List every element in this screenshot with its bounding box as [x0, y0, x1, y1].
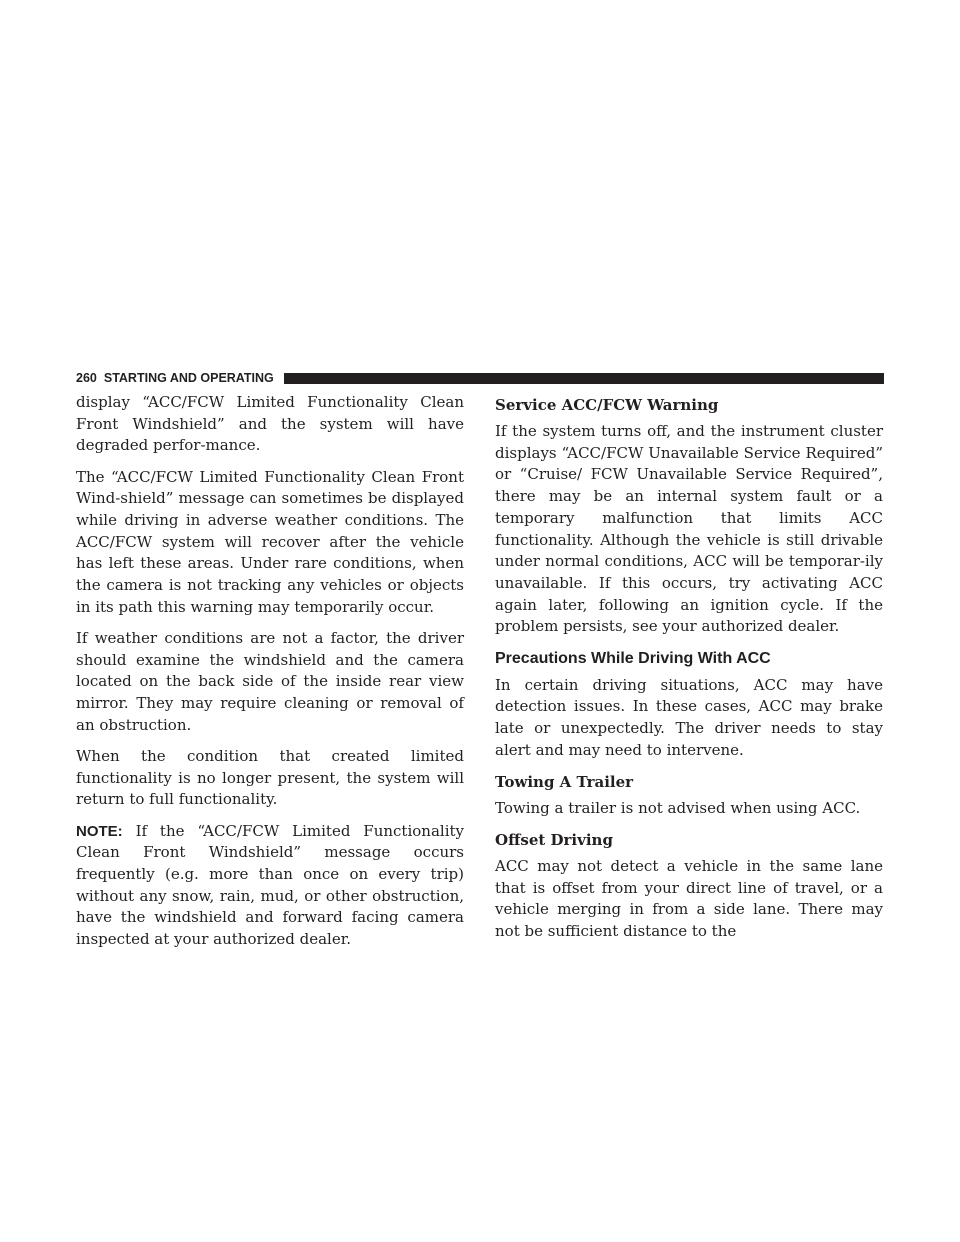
heading-precautions: Precautions While Driving With ACC	[495, 649, 771, 667]
paragraph-full-functionality: When the condition that created limited functionality is no longer present, the system will return to full functionality.	[76, 747, 464, 809]
note-label: NOTE:	[76, 822, 123, 840]
paragraph-precautions: In certain driving situations, ACC may have detection issues. In these cases, ACC may brake late or unexpectedly. The driver needs to stay alert and may need to intervene.	[495, 675, 883, 759]
page-header	[76, 371, 884, 386]
paragraph-offset-driving: ACC may not detect a vehicle in the same lane that is offset from your direct line of travel, or a vehicle merging in from a side lane. There may not be sufficient distance to the	[495, 857, 883, 941]
heading-towing-trailer: Towing A Trailer	[495, 772, 634, 791]
note-paragraph	[76, 821, 464, 951]
right-column	[495, 392, 883, 952]
paragraph-towing-trailer: Towing a trailer is not advised when using ACC.	[495, 798, 861, 817]
paragraph-degraded-performance: display “ACC/FCW Limited Functionality Clean Front Windshield” and the system will have degraded perfor-mance.	[76, 393, 464, 455]
paragraph-service-warning: If the system turns off, and the instrument cluster displays “ACC/FCW Unavailable Service Required” or “Cruise/ FCW Unavailable Service Required”, there may be an internal system fault or a temporary malfunction that limits ACC functionality. Although the vehicle is still drivable under normal conditions, ACC will be temporar-ily unavailable. If this occurs, try activating ACC again later, following an ignition cycle. If the problem persists, see your authorized dealer.	[495, 422, 883, 636]
note-text: If the “ACC/FCW Limited Functionality Clean Front Windshield” message occurs frequently (e.g. more than once on every trip) without any snow, rain, mud, or other obstruction, have the windshield and forward facing camera inspected at your authorized dealer.	[76, 821, 464, 949]
paragraph-examine-windshield: If weather conditions are not a factor, the driver should examine the windshield and the camera located on the back side of the inside rear view mirror. They may require cleaning or removal of an obstruction.	[76, 629, 464, 734]
header-rule	[284, 373, 884, 384]
page-number: 260	[76, 371, 97, 385]
paragraph-adverse-weather: The “ACC/FCW Limited Functionality Clean Front Wind-shield” message can sometimes be displayed while driving in adverse weather conditions. The ACC/FCW system will recover after the vehicle has left these areas. Under rare conditions, when the camera is not tracking any vehicles or objects in its path this warning may temporarily occur.	[76, 467, 464, 616]
section-title: STARTING AND OPERATING	[103, 371, 274, 385]
heading-offset-driving: Offset Driving	[495, 831, 613, 850]
heading-service-warning: Service ACC/FCW Warning	[495, 396, 719, 414]
left-column	[76, 392, 464, 960]
